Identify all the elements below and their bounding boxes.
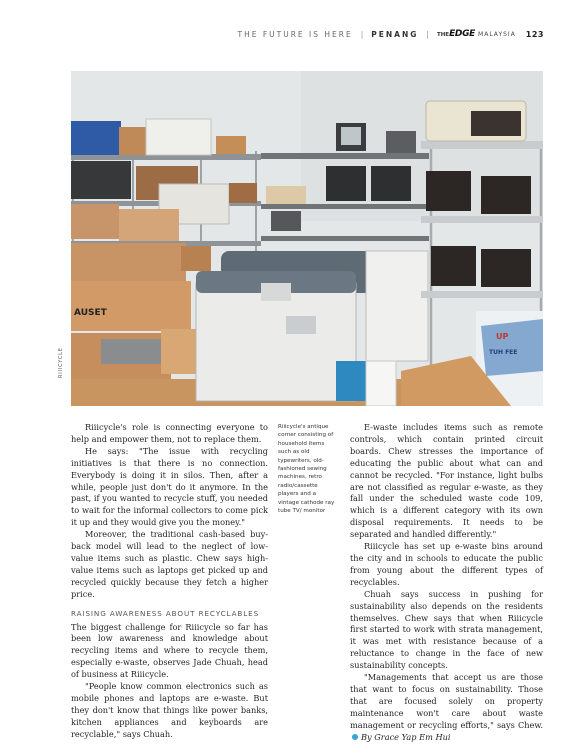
section-title: THE FUTURE IS HERE: [237, 29, 353, 39]
photo-credit: RIIICYCLE: [58, 347, 64, 378]
paragraph: He says: "The issue with recycling initiatives is that there is no connection. Everybody is doing it in silos. Then, after a while, people just don't do it anymore. In the past, if you wanted to recycle stuff, you needed to wait for the informal collectors to come pick it up and they would give you the money.": [71, 445, 268, 528]
end-mark-icon: [352, 734, 358, 740]
warehouse-photo: [71, 71, 543, 406]
subheading: RAISING AWARENESS ABOUT RECYCLABLES: [71, 608, 260, 618]
page-number: 123: [525, 29, 544, 39]
paragraph: Riiicycle has set up e-waste bins around the city and in schools to educate the public from young about the different types of recyclables.: [350, 541, 543, 587]
paragraph: The biggest challenge for Riiicycle so far has been low awareness and knowledge about recycling items and where to recycle them, especially e-waste, observes Jade Chuah, head of business at Riiicycle.: [71, 621, 268, 680]
article-column-1: [71, 422, 268, 741]
running-header: [238, 27, 545, 41]
paragraph: Chuah says success in pushing for sustainability also depends on the residents themselves. Chew says that when Riiicycle first started to work with strata management, it was met with resistance because of a reluctance to change in the face of new sustainability concepts.: [350, 588, 543, 671]
photo-caption: Riiicycle's antique corner consisting of household items such as old typewriters, old-fashioned sewing machines, retro radio/cassette players and a vintage cathode ray tube TV/ monitor: [278, 424, 335, 515]
paragraph: [350, 672, 543, 743]
bag-label: UP: [496, 332, 509, 341]
header-city: PENANG: [371, 29, 419, 39]
closing-quote: "Managements that accept us are those that want to focus on sustainability. Those that are focused solely on property maintenance won't care about waste management or recycling efforts," says Chew.: [350, 672, 543, 730]
paragraph: "People know common electronics such as mobile phones and laptops are e-waste. But they don't know that things like power banks, kitchen appliances and keyboards are recyclable," says Chuah.: [71, 681, 268, 739]
the-edge-logo: THE EDGE MALAYSIA: [436, 29, 516, 39]
bag-label: TUH FEE: [489, 349, 518, 356]
article-column-2: [350, 422, 543, 743]
warehouse-illustration: [71, 71, 543, 406]
box-label: AUSET: [74, 308, 107, 318]
paragraph: Riiicycle's role is connecting everyone to help and empower them, not to replace them.: [71, 422, 268, 444]
byline: By Grace Yap Em Hui: [361, 731, 451, 742]
paragraph: E-waste includes items such as remote controls, which contain printed circuit boards. Chew stresses the importance of educating the public about what can and cannot be recycled. "For instance, light bulbs are not classified as regular e-waste, as they fall under the scheduled waste code 109, which is a different category with its own disposal requirements. It needs to be separated and handled differently.": [350, 422, 543, 540]
header-separator: |: [360, 29, 364, 39]
paragraph: Moreover, the traditional cash-based buy-back model will lead to the neglect of low-value items such as plastic. Chew says high-value items such as laptops get picked up and recycled quickly because they fetch a higher price.: [71, 529, 268, 599]
header-separator: |: [426, 29, 429, 39]
